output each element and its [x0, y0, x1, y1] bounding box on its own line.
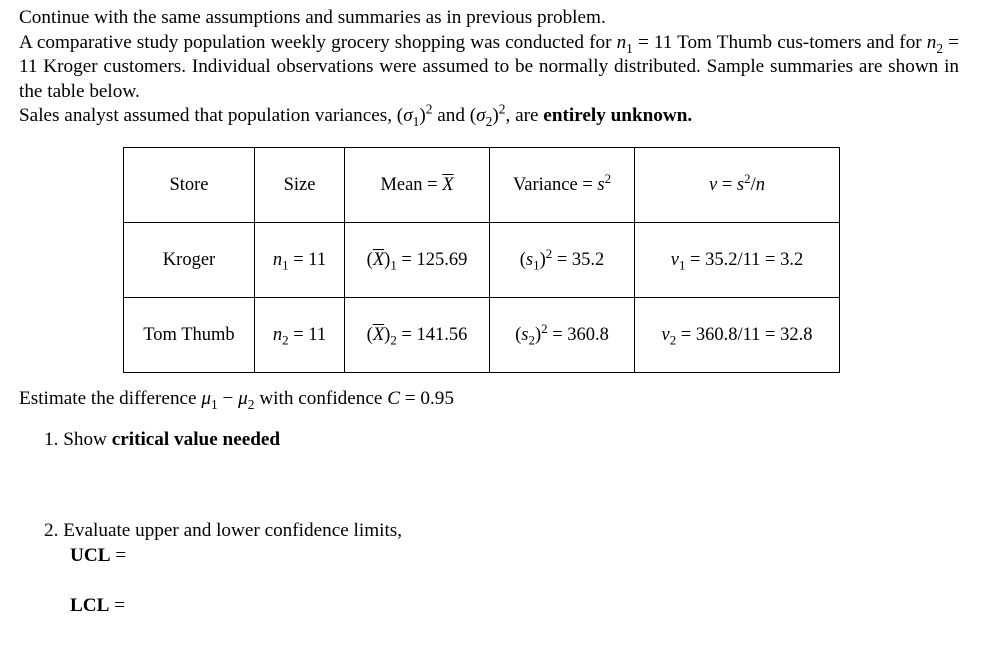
intro-p3-d: ) [492, 105, 499, 127]
header-v-eq: = [717, 174, 737, 195]
cell-mean-sub: 1 [390, 257, 397, 273]
cell-size [255, 223, 345, 298]
cell-mean-value: = 141.56 [396, 324, 468, 345]
sigma1-square: 2 [425, 101, 433, 117]
intro-p2-b: = 11 Tom Thumb cus-tomers and for [632, 31, 927, 53]
header-variance-sup: 2 [604, 170, 612, 186]
mu1-subscript: 1 [211, 396, 218, 412]
sigma2-symbol: σ [476, 105, 486, 127]
item2-text: 2. Evaluate upper and lower confidence limits, [44, 520, 403, 541]
cell-var-symbol: s [525, 249, 534, 270]
intro-p3-b: ) [419, 105, 426, 127]
summary-table [123, 147, 840, 373]
cell-store-text: Kroger [162, 249, 216, 270]
intro-line-1-text: Continue with the same assumptions and summaries as in previous problem. [19, 7, 606, 28]
header-variance-symbol: s [597, 174, 605, 195]
header-v-slash: / [750, 174, 756, 195]
header-variance [490, 148, 635, 223]
lcl-equals: = [109, 595, 126, 616]
cell-var-sup: 2 [545, 245, 553, 261]
intro-p3-a: Sales analyst assumed that population variances, ( [19, 105, 404, 127]
header-size-text: Size [283, 174, 316, 195]
sigma2-subscript: 2 [485, 114, 493, 130]
header-variance-label: Variance = [512, 174, 598, 195]
header-v-s: s [736, 174, 745, 195]
n2-symbol: n [926, 31, 937, 53]
cell-var-open: ( [515, 324, 522, 345]
cell-size-value: = 11 [288, 324, 327, 345]
cell-size [255, 298, 345, 373]
cell-mean-symbol: $\overline{X}$ [372, 324, 385, 345]
cell-var-sup: 2 [541, 320, 548, 336]
table-row-tom-thumb [124, 298, 840, 373]
cell-size-value: = 11 [288, 249, 327, 270]
cell-mean-open: ( [366, 249, 373, 270]
intro-paragraph-3 [19, 101, 959, 130]
intro-p2-c: = 11 Kroger customers. Individual observations were assumed to be normally distributed. Sample summaries are shown in the table below. [19, 31, 959, 102]
cell-mean-value: = 125.69 [396, 249, 468, 270]
confidence-value: = 0.95 [400, 388, 454, 409]
header-v-n: n [755, 174, 765, 195]
estimate-text: Estimate the difference [19, 388, 202, 409]
header-size [255, 148, 345, 223]
mu2-subscript: 2 [247, 396, 255, 412]
question-item-2 [44, 520, 402, 542]
header-v-sup: 2 [744, 170, 751, 186]
intro-p3-e: , are [505, 105, 544, 127]
cell-mean-close: ) [384, 249, 391, 270]
lcl-line [70, 595, 125, 617]
n1-symbol: n [616, 31, 627, 53]
header-store-text: Store [169, 174, 209, 195]
header-mean [345, 148, 490, 223]
cell-v-value: = 35.2/11 = 3.2 [685, 249, 804, 270]
table-row-kroger [124, 223, 840, 298]
cell-v-sub: 2 [669, 332, 677, 348]
mu2-symbol: μ [238, 388, 248, 409]
intro-line-1 [19, 6, 959, 31]
lcl-label: LCL [70, 595, 110, 616]
confidence-symbol: C [387, 388, 400, 409]
entirely-unknown-bold: entirely unknown. [543, 105, 693, 127]
cell-variance [490, 223, 635, 298]
header-mean-label: Mean = [380, 174, 443, 195]
cell-size-symbol: n [272, 249, 283, 270]
cell-var-sub: 2 [528, 332, 535, 348]
item1-bold-text: critical value needed [111, 429, 281, 450]
problem-intro [19, 6, 959, 129]
cell-mean-open: ( [366, 324, 373, 345]
cell-var-sub: 1 [533, 257, 540, 273]
header-v-symbol: v [709, 174, 718, 195]
intro-p3-c: and ( [432, 105, 477, 127]
cell-v-sub: 1 [678, 257, 686, 273]
cell-mean-sub: 2 [390, 332, 397, 348]
cell-var-value: = 35.2 [552, 249, 605, 270]
sigma2-square: 2 [498, 101, 506, 117]
ucl-line [70, 545, 126, 567]
cell-var-close: ) [539, 249, 546, 270]
n1-subscript: 1 [626, 40, 633, 56]
intro-p2-a: A comparative study population weekly grocery shopping was conducted for [19, 31, 617, 53]
cell-var-close: ) [534, 324, 542, 345]
ucl-label: UCL [70, 545, 111, 566]
table-header-row [124, 148, 840, 223]
sigma1-subscript: 1 [412, 114, 420, 130]
header-mean-symbol: $\overline{X}$ [442, 174, 454, 195]
cell-var-symbol: s [521, 324, 529, 345]
cell-mean-symbol: $\overline{X}$ [372, 249, 385, 270]
item1-prefix: 1. Show [44, 429, 112, 450]
question-item-1 [44, 429, 280, 451]
sigma1-symbol: σ [403, 105, 413, 127]
estimate-prompt [19, 388, 454, 410]
mu1-symbol: μ [201, 388, 212, 409]
cell-size-sub: 1 [282, 257, 289, 273]
minus-sign: − [217, 388, 239, 409]
cell-v-value: = 360.8/11 = 32.8 [676, 324, 813, 345]
cell-store-text: Tom Thumb [143, 324, 235, 345]
cell-variance [490, 298, 635, 373]
cell-v-symbol: v [670, 249, 679, 270]
intro-paragraph-2 [19, 31, 959, 105]
cell-var-value: = 360.8 [547, 324, 609, 345]
estimate-with-text: with confidence [254, 388, 388, 409]
cell-v [635, 223, 840, 298]
cell-mean [345, 223, 490, 298]
cell-mean [345, 298, 490, 373]
cell-v [635, 298, 840, 373]
n2-subscript: 2 [936, 40, 944, 56]
header-v [635, 148, 840, 223]
cell-size-symbol: n [272, 324, 283, 345]
cell-store [124, 298, 255, 373]
cell-store [124, 223, 255, 298]
header-store [124, 148, 255, 223]
cell-var-open: ( [519, 249, 526, 270]
cell-size-sub: 2 [282, 332, 289, 348]
cell-mean-close: ) [384, 324, 391, 345]
cell-v-symbol: v [661, 324, 670, 345]
ucl-equals: = [110, 545, 127, 566]
